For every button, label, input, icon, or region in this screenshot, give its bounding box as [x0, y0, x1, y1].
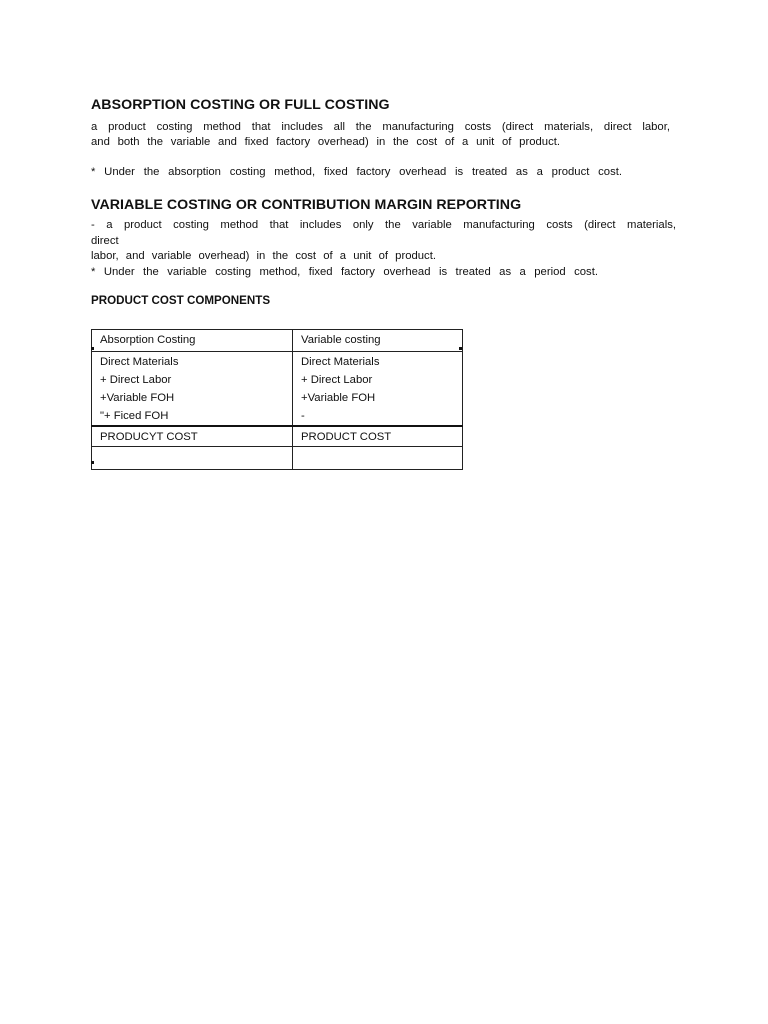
empty-cell	[92, 447, 293, 470]
variable-item-dash: -	[301, 410, 305, 422]
variable-item-variable-foh: +Variable FOH	[301, 392, 376, 404]
variable-definition-line-2: direct	[91, 235, 119, 247]
absorption-costing-header: Absorption Costing	[92, 330, 293, 352]
empty-cell	[293, 447, 463, 470]
variable-components-cell	[293, 352, 463, 427]
product-cost-table	[91, 329, 463, 470]
absorption-item-direct-labor: + Direct Labor	[100, 374, 172, 386]
variable-definition-line-3: labor, and variable overhead) in the cost of a unit of product.	[91, 250, 436, 262]
scan-dot-mark	[91, 461, 94, 464]
absorption-definition-line-1: a product costing method that includes all the manufacturing costs (direct materials, direct labor,	[91, 121, 670, 133]
product-cost-components-title: PRODUCT COST COMPONENTS	[91, 294, 271, 307]
absorption-definition-line-2: and both the variable and fixed factory overhead) in the cost of a unit of product.	[91, 136, 560, 148]
absorption-item-variable-foh: +Variable FOH	[100, 392, 175, 404]
variable-note: * Under the variable costing method, fixed factory overhead is treated as a period cost.	[91, 266, 598, 278]
variable-definition-line-1: - a product costing method that includes only the variable manufacturing costs (direct materials,	[91, 219, 676, 231]
absorption-item-fixed-foh: "+ Ficed FOH	[100, 410, 169, 422]
variable-costing-heading: VARIABLE COSTING OR CONTRIBUTION MARGIN REPORTING	[91, 197, 522, 213]
variable-item-direct-labor: + Direct Labor	[301, 374, 373, 386]
absorption-item-direct-materials: Direct Materials	[100, 356, 179, 368]
variable-total-cell: PRODUCT COST	[293, 426, 463, 447]
absorption-components-cell	[92, 352, 293, 427]
table-row	[92, 352, 463, 427]
absorption-note: * Under the absorption costing method, fixed factory overhead is treated as a product cost.	[91, 166, 622, 178]
absorption-costing-heading: ABSORPTION COSTING OR FULL COSTING	[91, 97, 390, 113]
scan-dot-mark	[459, 347, 462, 350]
absorption-total-cell: PRODUCYT COST	[92, 426, 293, 447]
table-header-row	[92, 330, 463, 352]
variable-item-direct-materials: Direct Materials	[301, 356, 380, 368]
scan-dot-mark	[91, 347, 94, 350]
table-total-row	[92, 426, 463, 447]
table-empty-row	[92, 447, 463, 470]
variable-costing-header: Variable costing	[293, 330, 463, 352]
